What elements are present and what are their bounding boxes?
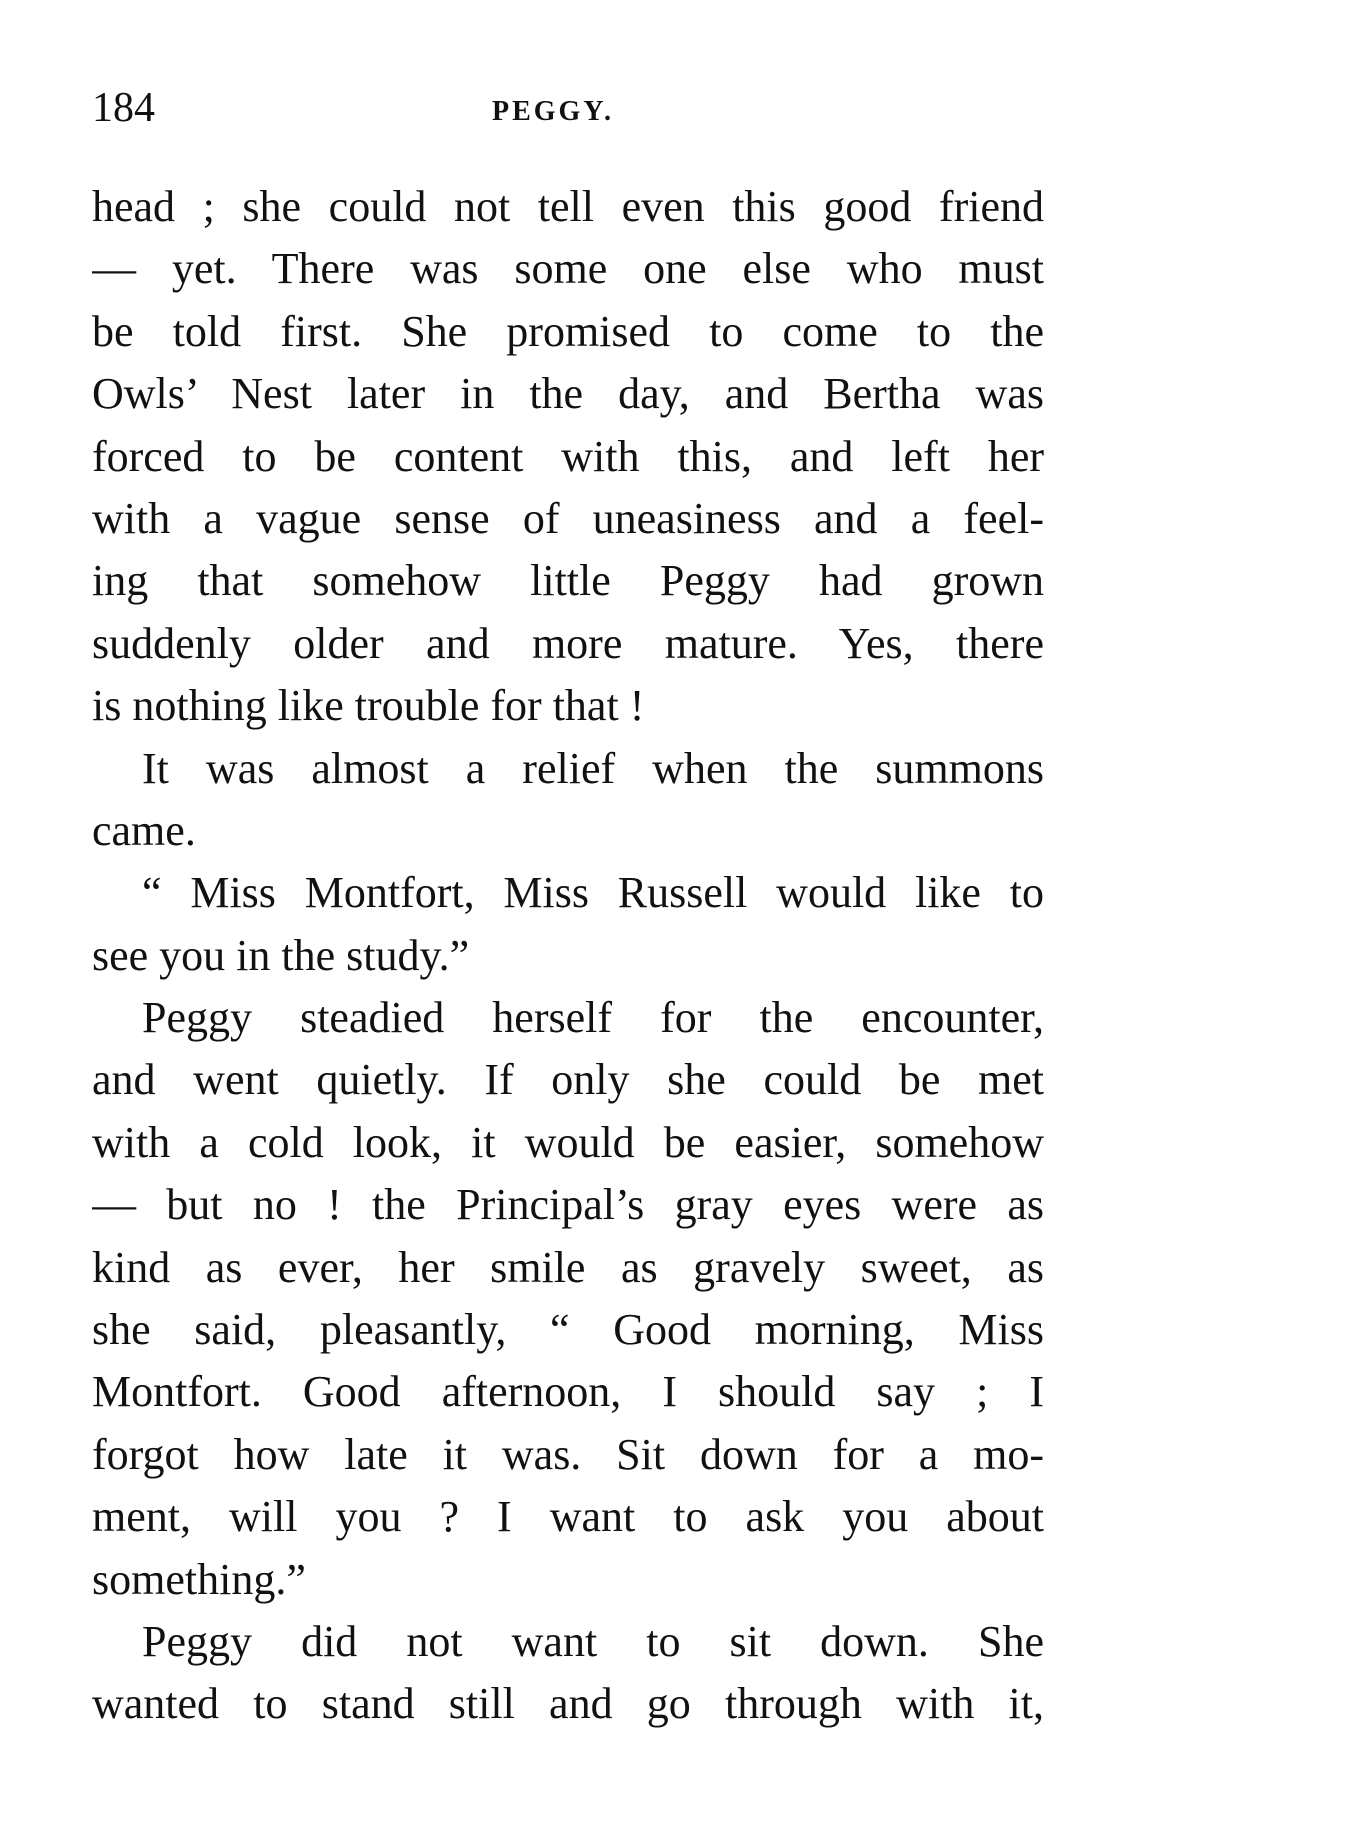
body-text: [92, 176, 1044, 1736]
page-number: 184: [92, 85, 155, 131]
text-line: “ Miss Montfort, Miss Russell would like to: [142, 868, 1044, 918]
text-line: and went quietly. If only she could be met: [92, 1055, 1044, 1105]
text-line: Peggy did not want to sit down. She: [142, 1616, 1044, 1666]
text-line: wanted to stand still and go through with it,: [92, 1679, 1044, 1729]
text-line: with a vague sense of uneasiness and a feel-: [92, 493, 1044, 543]
text-line: Owls’ Nest later in the day, and Bertha was: [92, 369, 1044, 419]
text-line: — yet. There was some one else who must: [92, 244, 1044, 294]
running-title: PEGGY.: [492, 96, 614, 127]
text-line: Peggy steadied herself for the encounter,: [142, 993, 1044, 1043]
text-line: forced to be content with this, and left her: [92, 431, 1044, 481]
text-line: forgot how late it was. Sit down for a mo-: [92, 1429, 1044, 1479]
text-line: see you in the study.”: [92, 930, 470, 980]
text-line: — but no ! the Principal’s gray eyes were as: [92, 1180, 1044, 1230]
text-line: It was almost a relief when the summons: [142, 743, 1044, 793]
text-line: is nothing like trouble for that !: [92, 681, 645, 731]
text-line: ment, will you ? I want to ask you about: [92, 1492, 1044, 1542]
text-line: head ; she could not tell even this good friend: [92, 182, 1044, 231]
text-line: be told first. She promised to come to the: [92, 306, 1044, 356]
text-line: came.: [92, 805, 196, 855]
text-line: ing that somehow little Peggy had grown: [92, 556, 1044, 606]
text-line: with a cold look, it would be easier, somehow: [92, 1117, 1044, 1167]
text-line: kind as ever, her smile as gravely sweet, as: [92, 1242, 1044, 1292]
text-line: she said, pleasantly, “ Good morning, Miss: [92, 1305, 1044, 1355]
text-line: suddenly older and more mature. Yes, there: [92, 618, 1044, 668]
text-line: Montfort. Good afternoon, I should say ; I: [92, 1367, 1044, 1417]
page-header: [92, 84, 1044, 144]
text-line: something.”: [92, 1554, 306, 1604]
